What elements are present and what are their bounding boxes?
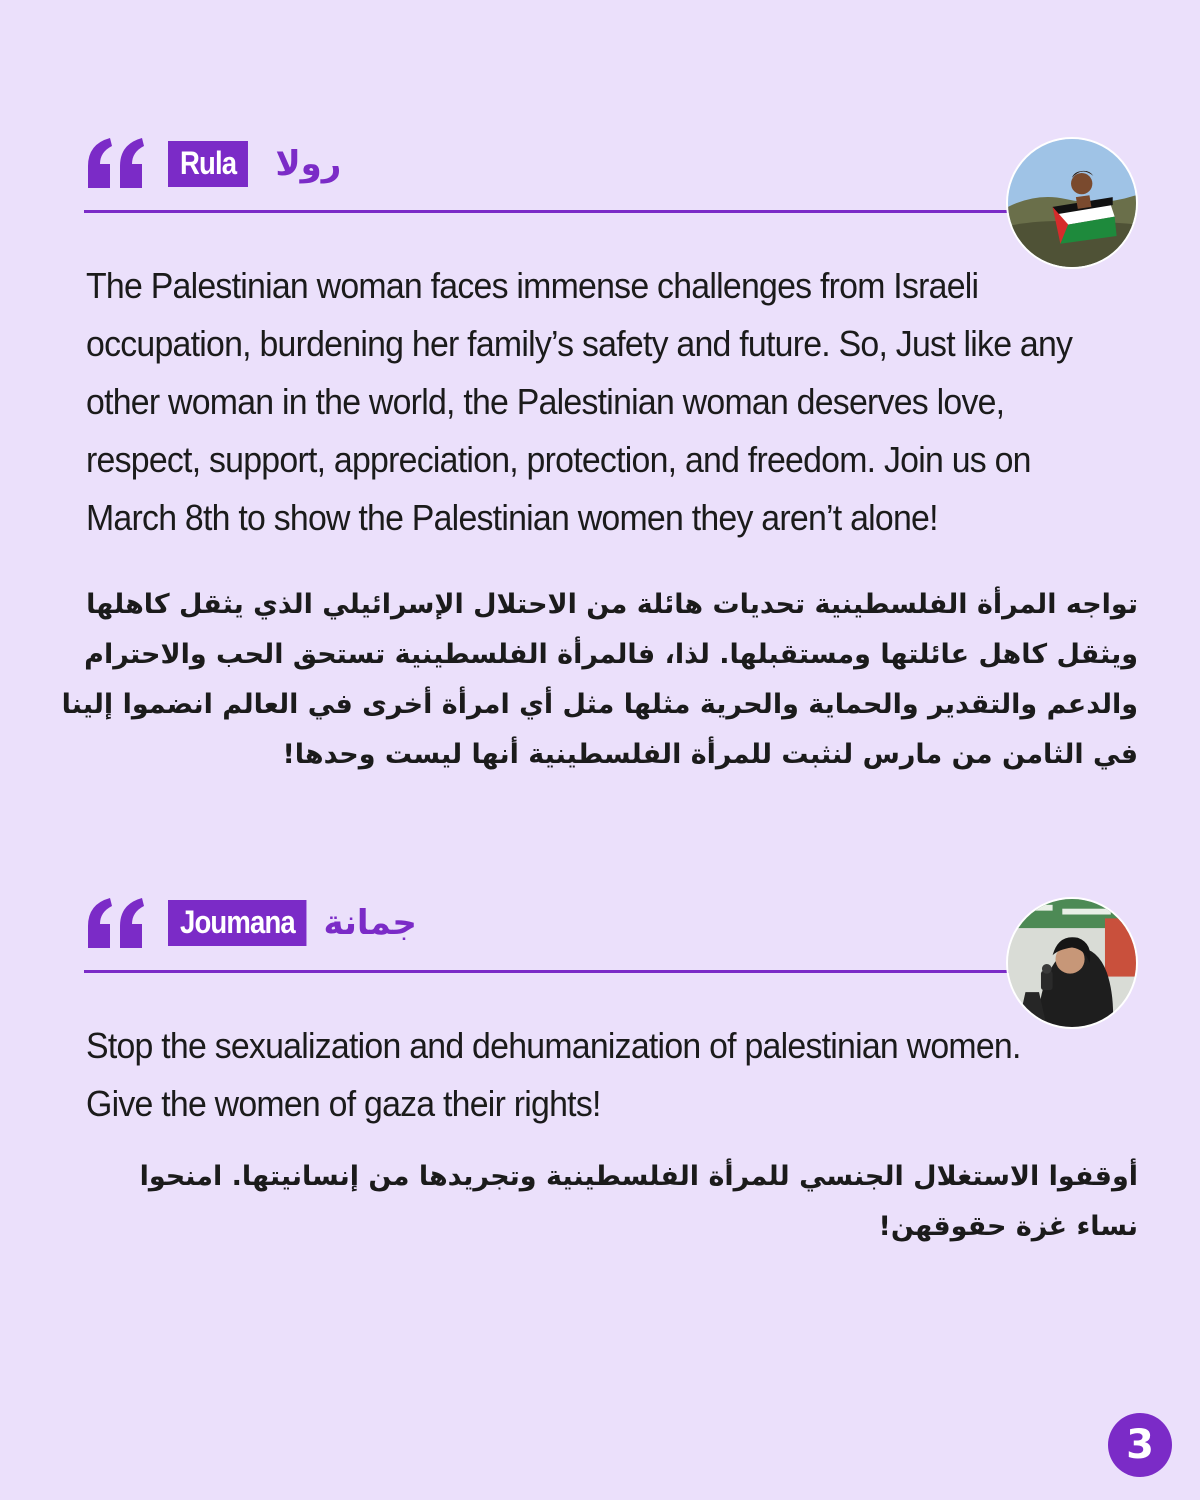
speaker-name-ar: جمانة [323,903,417,943]
quote-text-ar: أوقفوا الاستغلال الجنسي للمرأة الفلسطينية وتجريدها من إنسانيتها. امنحوا نساء غزة حقوقهن! [139,1161,1138,1242]
woman-speaking-microphone-photo [1008,899,1136,1027]
speaker-name-ar: رولا [275,144,342,184]
speaker-name-row [168,900,417,946]
avatar [1006,897,1138,1029]
quote-text-en: The Palestinian woman faces immense challenges from Israeli occupation, burdening her family’s safety and future. So, Just like any other woman in the world, the Palestinian woman deserves love, respect, support, appreciation, protection, and freedom. Join us on March 8th to show the Palestinian women they aren’t alone! [86,265,1073,538]
quote-mark-icon [84,896,146,950]
page-number-badge: 3 [1108,1413,1172,1477]
speaker-name-en: Joumana [168,900,307,946]
speaker-name-en: Rula [168,141,248,187]
quote-text-en: Stop the sexualization and dehumanization of palestinian women. Give the women of gaza their rights! [86,1025,1021,1124]
quote-text-ar: تواجه المرأة الفلسطينية تحديات هائلة من الاحتلال الإسرائيلي الذي يثقل كاهلها ويثقل كاهل عائلتها ومستقبلها. لذا، فالمرأة الفلسطينية تستحق الحب والاحترام والدعم والتقدير والحماية والحرية مثلها مثل أي امرأة أخرى في العالم انضموا إلينا في الثامن من مارس لنثبت للمرأة الفلسطينية أنها ليست وحدها! [61,589,1138,770]
section-divider [84,970,1012,973]
